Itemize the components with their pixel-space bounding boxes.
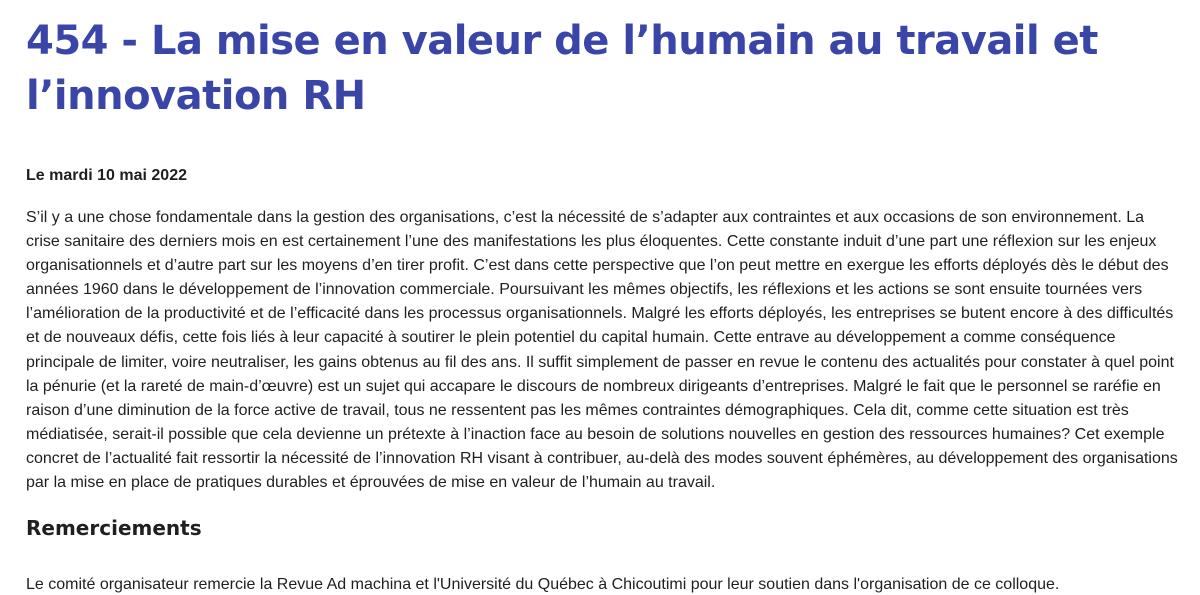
page-title: 454 - La mise en valeur de l’humain au travail et l’innovation RH bbox=[26, 18, 1098, 119]
article-body: S’il y a une chose fondamentale dans la gestion des organisations, c’est la nécessité de s’adapter aux contraintes et aux occasions de son environnement. La crise sanitaire des derniers mois en est certainement l’une des manifestations les plus éloquentes. Cette constante induit d’une part une réflexion sur les enjeux organisationnels et d’autre part sur les moyens d’en tirer profit. C’est dans cette perspective que l’on peut mettre en exergue les efforts déployés dès le début des années 1960 dans le développement de l’innovation commerciale. Poursuivant les mêmes objectifs, les réflexions et les actions se sont ensuite tournées vers l’amélioration de la productivité et de l’efficacité dans les processus organisationnels. Malgré les efforts déployés, les entreprises se butent encore à des difficultés et de nouveaux défis, cette fois liés à leur capacité à soutirer le plein potentiel du capital humain. Cette entrave au développement a comme conséquence principale de limiter, voire neutraliser, les gains obtenus au fil des ans. Il suffit simplement de passer en revue le contenu des actualités pour constater à quel point la pénurie (et la rareté de main-d’œuvre) est un sujet qui accapare le discours de nombreux dirigeants d’entreprises. Malgré le fait que le personnel se raréfie en raison d’une diminution de la force active de travail, tous ne ressentent pas les mêmes contraintes démographiques. Cela dit, comme cette situation est très médiatisée, serait-il possible que cela devienne un prétexte à l’inaction face au besoin de solutions nouvelles en gestion des ressources humaines? Cet exemple concret de l’actualité fait ressortir la nécessité de l’innovation RH visant à contribuer, au-delà des modes souvent éphémères, au développement des organisations par la mise en place de pratiques durables et éprouvées de mise en valeur de l’humain au travail. bbox=[26, 209, 1178, 492]
article bbox=[26, 14, 1178, 593]
acknowledgements-heading: Remerciements bbox=[26, 516, 202, 540]
article-date: Le mardi 10 mai 2022 bbox=[26, 167, 187, 184]
acknowledgements-text: Le comité organisateur remercie la Revue Ad machina et l'Université du Québec à Chicoutimi pour leur soutien dans l'organisation de ce colloque. bbox=[26, 576, 1060, 593]
